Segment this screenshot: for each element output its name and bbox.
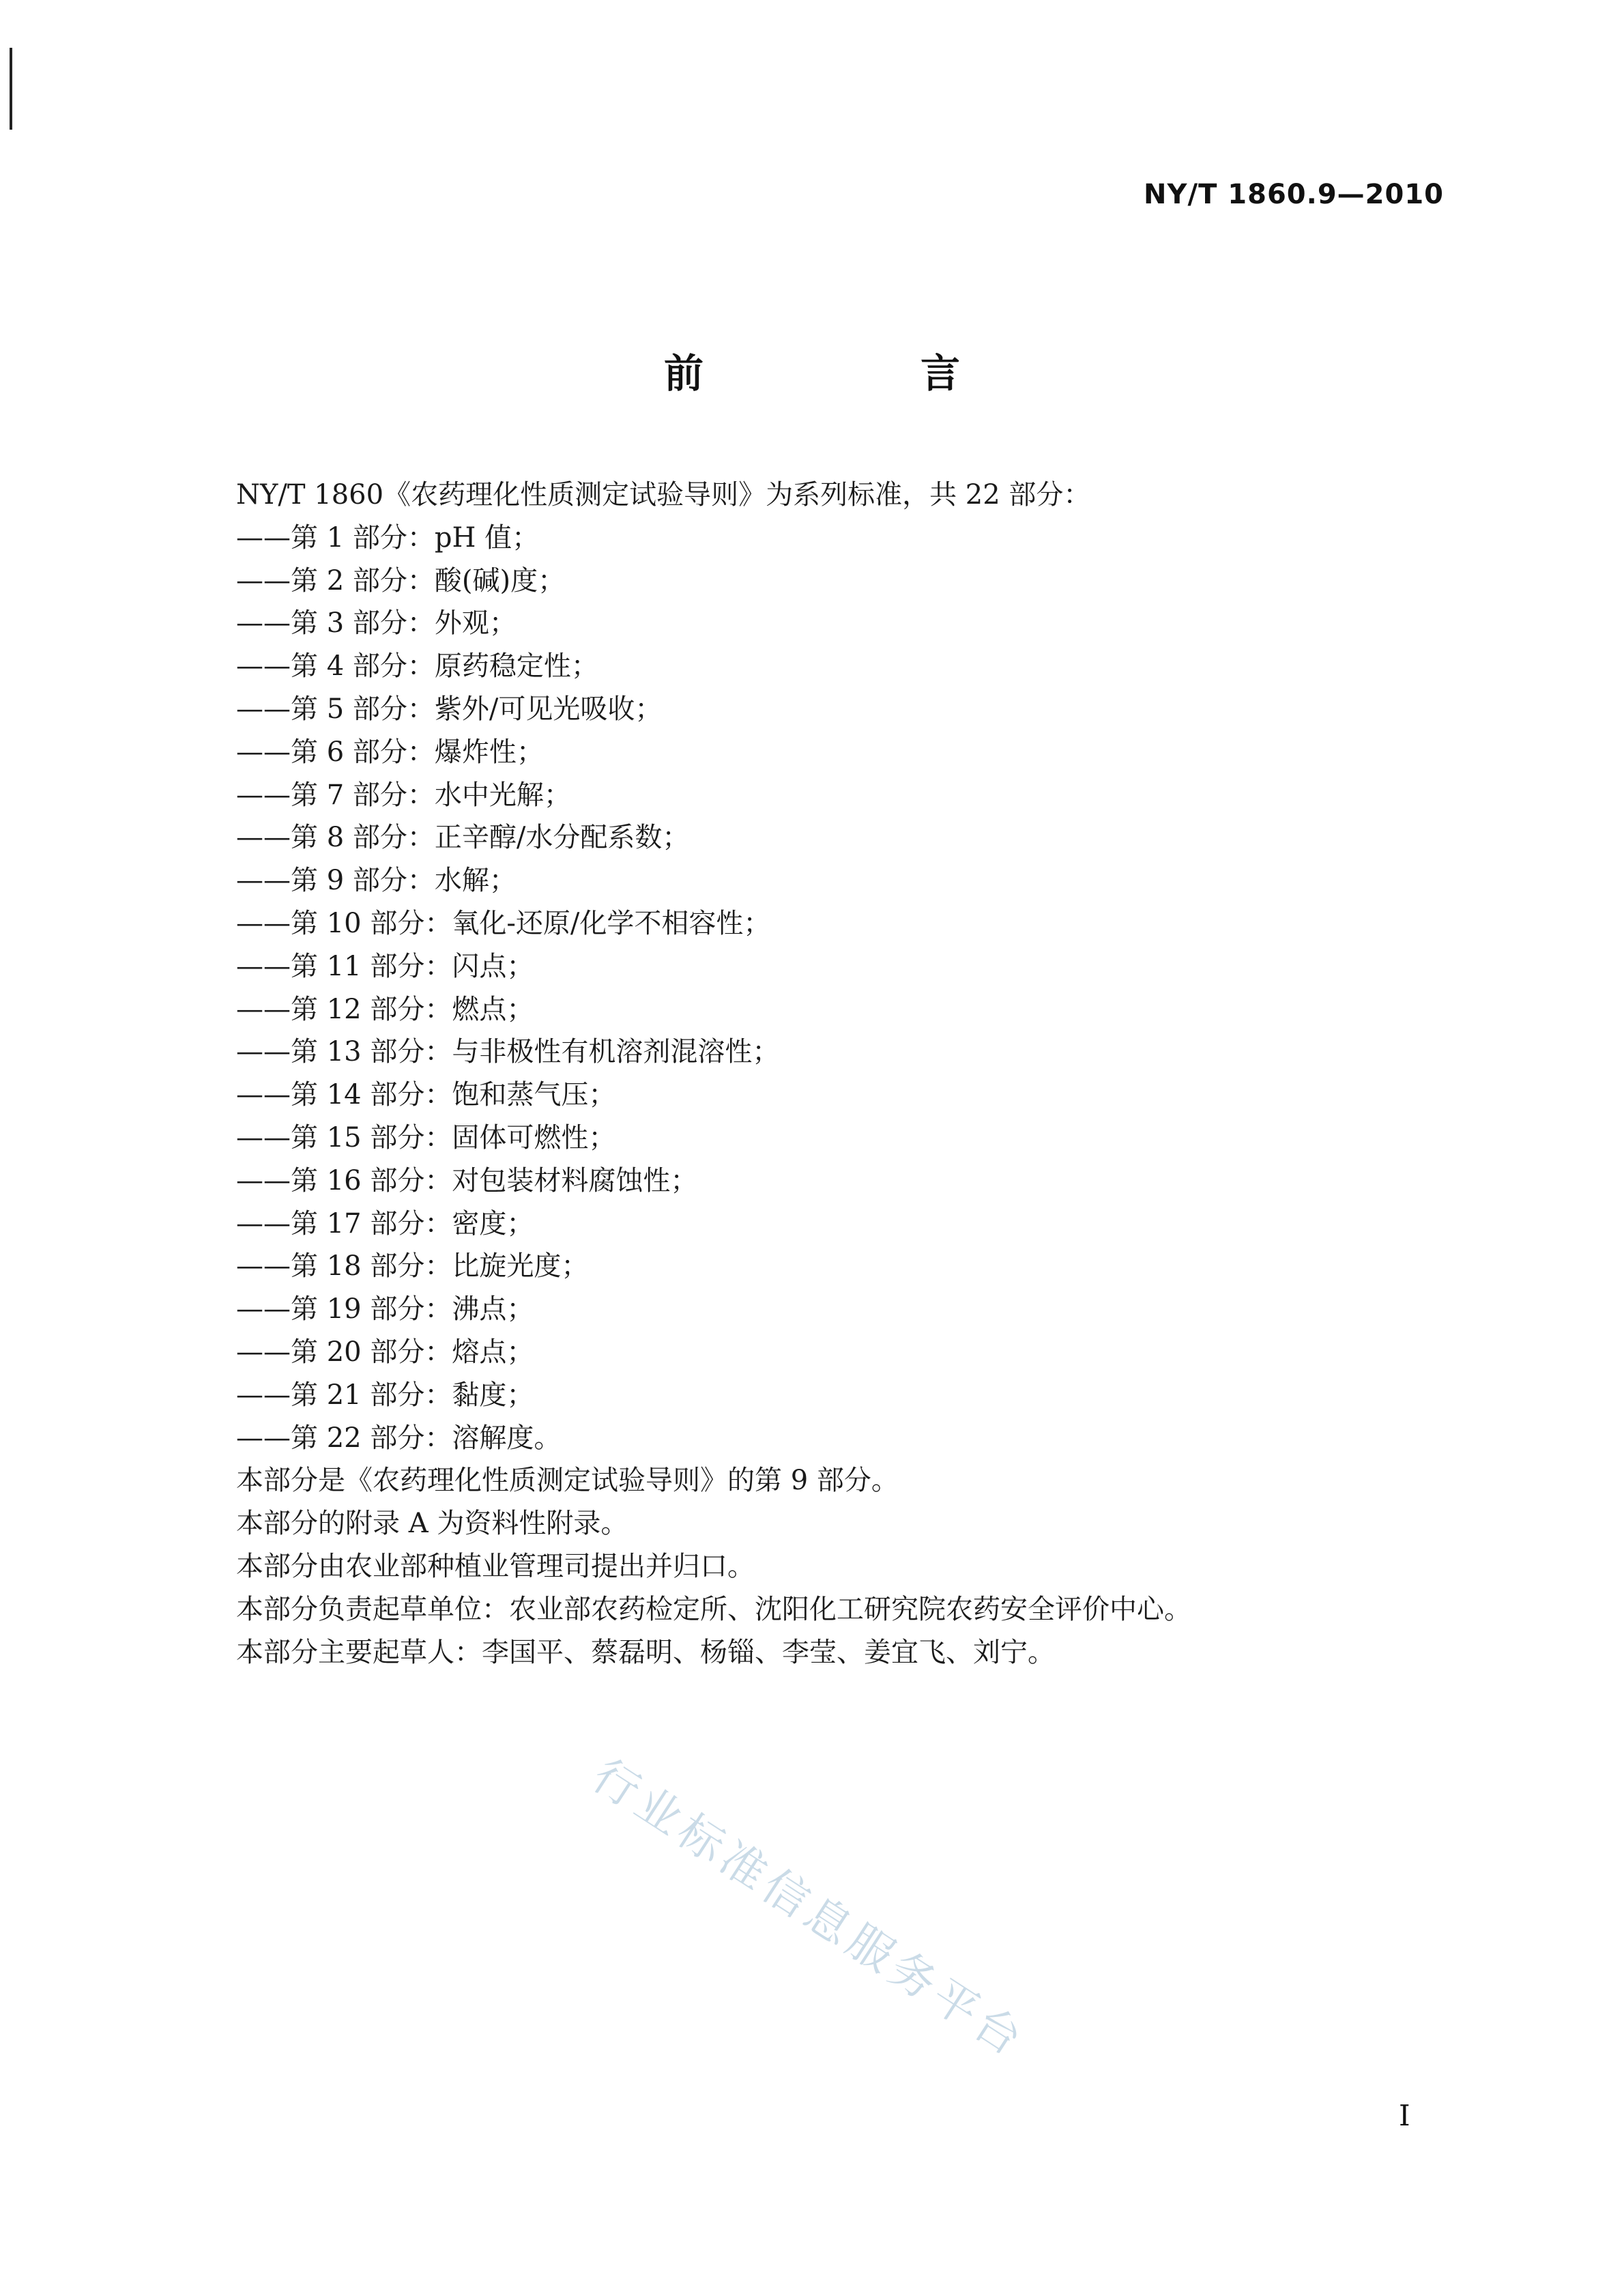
page-title: 前 言 bbox=[663, 350, 1049, 397]
part-list-item: ——第 6 部分：爆炸性； bbox=[236, 736, 544, 768]
standard-code: NY/T 1860.9—2010 bbox=[1144, 179, 1444, 210]
intro-paragraph: NY/T 1860《农药理化性质测定试验导则》为系列标准，共 22 部分： bbox=[236, 479, 1091, 511]
statement-line: 本部分是《农药理化性质测定试验导则》的第 9 部分。 bbox=[236, 1465, 899, 1497]
part-list-item: ——第 11 部分：闪点； bbox=[236, 950, 534, 982]
part-list-item: ——第 9 部分：水解； bbox=[236, 865, 517, 897]
part-list-item: ——第 19 部分：沸点； bbox=[236, 1293, 534, 1325]
part-list-item: ——第 12 部分：燃点； bbox=[236, 993, 534, 1025]
part-list-item: ——第 14 部分：饱和蒸气压； bbox=[236, 1079, 616, 1111]
part-list-item: ——第 7 部分：水中光解； bbox=[236, 779, 571, 811]
statement-line: 本部分主要起草人：李国平、蔡磊明、杨锱、李莹、姜宜飞、刘宁。 bbox=[236, 1636, 1055, 1668]
scan-edge-mark bbox=[10, 48, 12, 130]
page-number: I bbox=[1399, 2099, 1410, 2132]
part-list-item: ——第 4 部分：原药稳定性； bbox=[236, 650, 598, 683]
part-list-item: ——第 13 部分：与非极性有机溶剂混溶性； bbox=[236, 1036, 780, 1068]
part-list-item: ——第 1 部分：pH 值； bbox=[236, 521, 540, 554]
part-list-item: ——第 18 部分：比旋光度； bbox=[236, 1250, 589, 1282]
foreword-body bbox=[236, 474, 1410, 1674]
part-list-item: ——第 10 部分：氧化-还原/化学不相容性； bbox=[236, 907, 771, 939]
part-list-item: ——第 20 部分：熔点； bbox=[236, 1336, 534, 1368]
part-list-item: ——第 16 部分：对包装材料腐蚀性； bbox=[236, 1164, 698, 1196]
part-list-item: ——第 22 部分：溶解度。 bbox=[236, 1422, 562, 1454]
part-list-item: ——第 21 部分：黏度； bbox=[236, 1379, 534, 1411]
statement-line: 本部分负责起草单位：农业部农药检定所、沈阳化工研究院农药安全评价中心。 bbox=[236, 1593, 1191, 1625]
part-list-item: ——第 17 部分：密度； bbox=[236, 1207, 534, 1239]
watermark: 行业标准信息服务平台 bbox=[583, 1749, 1036, 2069]
part-list-item: ——第 2 部分：酸(碱)度； bbox=[236, 564, 566, 597]
part-list-item: ——第 8 部分：正辛醇/水分配系数； bbox=[236, 822, 690, 854]
statement-line: 本部分的附录 A 为资料性附录。 bbox=[236, 1508, 628, 1540]
part-list-item: ——第 5 部分：紫外/可见光吸收； bbox=[236, 693, 663, 725]
part-list-item: ——第 15 部分：固体可燃性； bbox=[236, 1121, 616, 1153]
statement-line: 本部分由农业部种植业管理司提出并归口。 bbox=[236, 1550, 755, 1582]
part-list-item: ——第 3 部分：外观； bbox=[236, 607, 517, 640]
